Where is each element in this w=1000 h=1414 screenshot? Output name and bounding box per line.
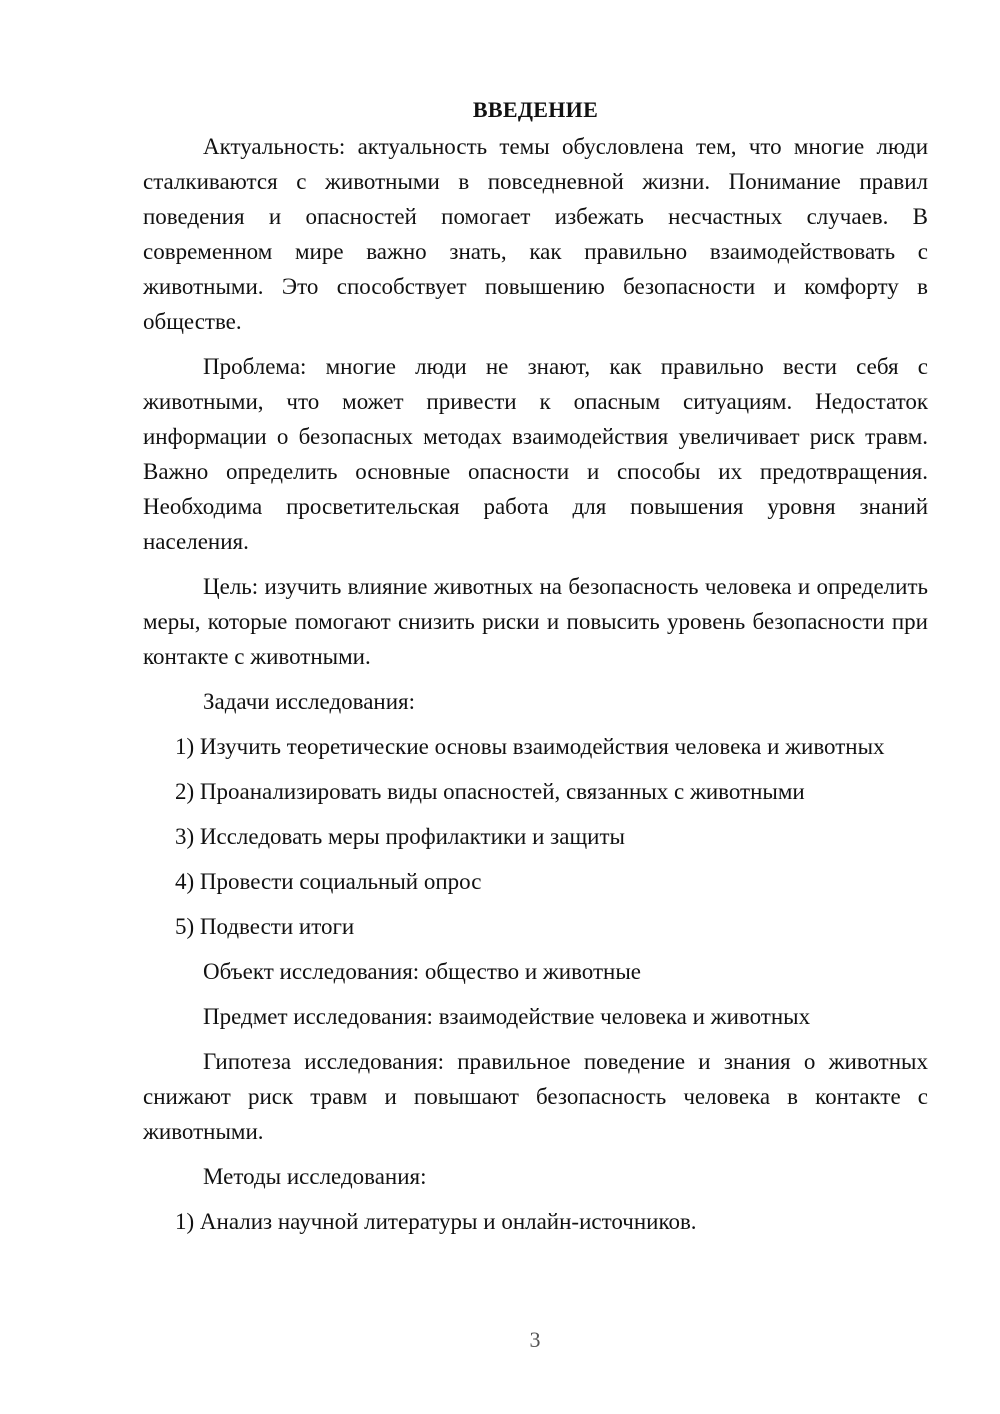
research-object: Объект исследования: общество и животные bbox=[203, 959, 642, 984]
page-number: 3 bbox=[529, 1327, 541, 1352]
task-item-3: 3) Исследовать меры профилактики и защиты bbox=[175, 824, 625, 849]
task-item-5: 5) Подвести итоги bbox=[175, 914, 355, 939]
research-subject: Предмет исследования: взаимодействие человека и животных bbox=[203, 1004, 811, 1029]
page-title: ВВЕДЕНИЕ bbox=[472, 97, 599, 122]
task-item-4: 4) Провести социальный опрос bbox=[175, 869, 482, 894]
relevance-paragraph: Актуальность: актуальность темы обусловлена тем, что многие люди сталкиваются с животными в повседневной жизни. Понимание правил поведения и опасностей помогает избежать несчастных случаев. В современном мире важно знать, как правильно взаимодействовать с животными. Это способствует повышению безопасности и комфорту в обществе. bbox=[143, 134, 928, 334]
task-item-1: 1) Изучить теоретические основы взаимодействия человека и животных bbox=[175, 734, 885, 759]
problem-paragraph: Проблема: многие люди не знают, как правильно вести себя с животными, что может привести к опасным ситуациям. Недостаток информации о безопасных методах взаимодействия увеличивает риск травм. Важно определить основные опасности и способы их предотвращения. Необходима просветительская работа для повышения уровня знаний населения. bbox=[143, 354, 928, 554]
goal-paragraph: Цель: изучить влияние животных на безопасность человека и определить меры, которые помогают снизить риски и повысить уровень безопасности при контакте с животными. bbox=[143, 574, 928, 669]
task-item-2: 2) Проанализировать виды опасностей, связанных с животными bbox=[175, 779, 805, 804]
hypothesis-paragraph: Гипотеза исследования: правильное поведение и знания о животных снижают риск травм и повышают безопасность человека в контакте с животными. bbox=[143, 1049, 928, 1144]
method-item-1: 1) Анализ научной литературы и онлайн-источников. bbox=[175, 1209, 697, 1234]
page-content bbox=[143, 92, 928, 1249]
methods-heading: Методы исследования: bbox=[203, 1164, 427, 1189]
tasks-heading: Задачи исследования: bbox=[203, 689, 416, 714]
